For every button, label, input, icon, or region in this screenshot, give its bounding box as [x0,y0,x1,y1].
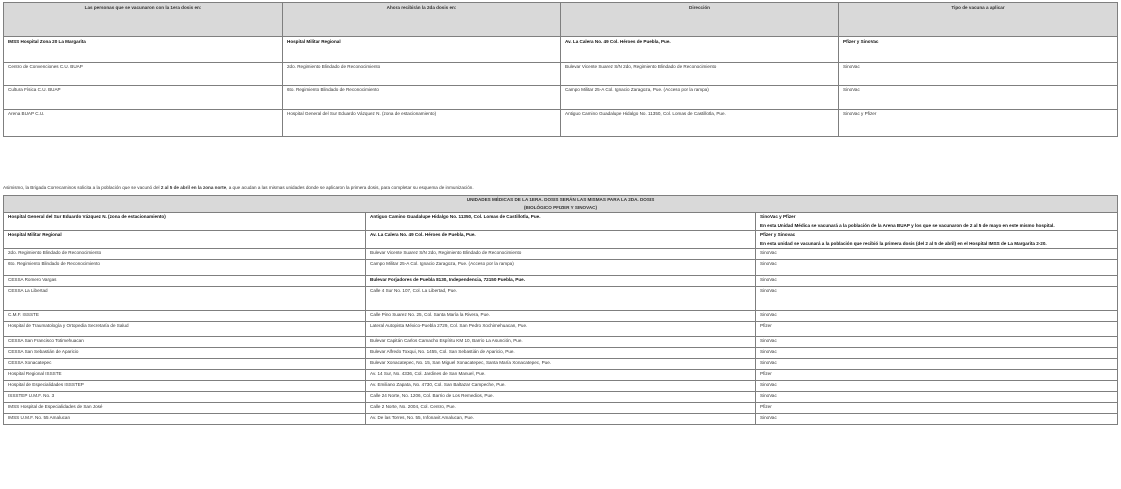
table-row [4,249,1118,260]
cell-address: Av. De las Torres, No. 55, Infonavit Amalucan, Pue. [366,414,756,425]
cell-first-dose: IMSS Hospital Zona 20 La Margarita [4,37,283,63]
notice-dates: 2 al 5 de abril en la zona norte [160,185,227,190]
cell-first-dose: Cultura Física C.U. BUAP [4,86,283,110]
table-row [4,403,1118,414]
cell-unit: IMSS U.M.F. No. 55 Amalucan [4,414,366,425]
cell-address: Bulevar Vicente Suarez S/N 2do, Regimiento Blindado de Reconocimiento [561,63,839,86]
cell-unit: Hospital Regional ISSSTE [4,370,366,381]
cell-vaccine: SinoVac [756,414,1118,425]
cell-vaccine: SinoVac [756,337,1118,348]
cell-address: Calle 4 Sur No. 107, Col. La Libertad, Pue. [366,287,756,311]
cell-vaccine [756,213,1118,231]
cell-address: Av. La Calera No. 49 Col. Héroes de Puebla, Pue. [561,37,839,63]
cell-vaccine: SinoVac [756,311,1118,322]
cell-unit: CESSA Romero Vargas [4,276,366,287]
table-row [4,276,1118,287]
cell-unit: 2do. Regimiento Blindado de Reconocimiento [4,249,366,260]
cell-unit: CESSA San Francisco Totimehuacan [4,337,366,348]
cell-unit: Hospital Militar Regional [4,231,366,249]
cell-vaccine: SinoVac [756,287,1118,311]
header-address: Dirección [561,3,839,37]
second-dose-locations-table [3,2,1118,137]
cell-address: Av. 14 Sur, No. 4336, Col. Jardines de San Manuel, Pue. [366,370,756,381]
cell-vaccine: Pfizer [756,370,1118,381]
cell-second-dose: Hospital General del Sur Eduardo Vázquez N. (zona de estacionamiento) [283,110,561,137]
cell-address: Antiguo Camino Guadalupe Hidalgo No. 11350, Col. Lomas de Castillotla, Pue. [561,110,839,137]
cell-vaccine: SinoVac [756,260,1118,276]
table-header-row [4,196,1118,213]
cell-vaccine [756,231,1118,249]
table-row [4,311,1118,322]
cell-address: Bulevar Xonacatepec, No. 15, San Miguel Xonacatepec, Santa María Xonacatepec, Pue. [366,359,756,370]
cell-address: Calle 24 Norte, No. 1206, Col. Barrio de Los Remedios, Pue. [366,392,756,403]
cell-unit: IMSS Hospital de Especialidades de San José [4,403,366,414]
cell-address: Campo Militar 25-A Col. Ignacio Zaragoza, Pue. (Acceso por la rampa) [561,86,839,110]
cell-vaccine: SinoVac y Pfizer [839,110,1118,137]
header-second-dose: Ahora recibirán la 2da dosis en: [283,3,561,37]
cell-address: Bulevar Capitán Carlos Camacho Espíritu KM 10, Barrio La Asunción, Pue. [366,337,756,348]
cell-address: Lateral Autopista México-Puebla 2729, Col. San Pedro Xochimehuacan, Pue. [366,322,756,337]
unit-note: En esta Unidad Médica se vacunará a la población de la Arena BUAP y los que se vacunaron de 2 al 5 de mayo en este mismo hospital. [760,223,1055,228]
table-row [4,414,1118,425]
cell-second-dose: 2do. Regimiento Blindado de Reconocimiento [283,63,561,86]
table-row [4,231,1118,249]
cell-address: Bulevar Forjadores de Puebla 8130, Independencia, 72150 Puebla, Pue. [366,276,756,287]
cell-unit: Hospital General del Sur Eduardo Vázquez N. (zona de estacionamiento) [4,213,366,231]
table-header-row [4,3,1118,37]
table-row [4,213,1118,231]
table-title [4,196,1118,213]
cell-first-dose: Arena BUAP C.U. [4,110,283,137]
vaccine-type: SinoVac y Pfizer [760,214,796,219]
cell-vaccine: SinoVac [756,348,1118,359]
cell-address: Av. La Calera No. 49 Col. Héroes de Puebla, Pue. [366,231,756,249]
notice-text-end: , a que acudan a las mismas unidades donde se aplicaron la primera dosis, para completar su esquema de inmunización. [226,185,474,190]
cell-address: Bulevar Vicente Suarez S/N 2do, Regimiento Blindado de Reconocimiento [366,249,756,260]
table-row [4,260,1118,276]
table-row [4,37,1118,63]
cell-unit: CESSA Xonacatepec [4,359,366,370]
table-row [4,359,1118,370]
table-row [4,392,1118,403]
header-vaccine-type: Tipo de vacuna a aplicar [839,3,1118,37]
table-row [4,287,1118,311]
cell-vaccine: SinoVac [839,63,1118,86]
cell-vaccine: SinoVac [756,249,1118,260]
cell-address: Antiguo Camino Guadalupe Hidalgo No. 11350, Col. Lomas de Castillotla, Pue. [366,213,756,231]
cell-vaccine: Pfizer y SinoVac [839,37,1118,63]
cell-unit: C.M.F. ISSSTE [4,311,366,322]
cell-address: Av. Emiliano Zapata, No. 4730, Col. San Baltazar Campeche, Pue. [366,381,756,392]
notice-paragraph [3,185,1117,191]
cell-unit: Hospital de Traumatología y Ortopedia Secretaría de Salud [4,322,366,337]
cell-unit: CESSA San Sebastián de Aparicio [4,348,366,359]
table-title-line: UNIDADES MÉDICAS DE LA 1ERA. DOSIS SERÁN LAS MISMAS PARA LA 2DA. DOSIS [466,197,655,202]
table-row [4,322,1118,337]
cell-unit: ISSSTEP U.M.F. No. 3 [4,392,366,403]
cell-vaccine: Pfizer [756,322,1118,337]
cell-address: Bulevar Alfredo Toxqui, No. 1455, Col. San Sebastián de Aparicio, Pue. [366,348,756,359]
cell-vaccine: SinoVac [756,381,1118,392]
table-row [4,370,1118,381]
cell-address: Campo Militar 25-A Col. Ignacio Zaragoza, Pue. (Acceso por la rampa) [366,260,756,276]
cell-second-dose: 6to. Regimiento Blindado de Reconocimiento [283,86,561,110]
cell-address: Calle 2 Norte, No. 2004, Col. Centro, Pue. [366,403,756,414]
cell-vaccine: SinoVac [839,86,1118,110]
table-row [4,348,1118,359]
cell-first-dose: Centro de Convenciones C.U. BUAP [4,63,283,86]
notice-text: Asimismo, la Brigada Correcaminos solicita a la población que se vacunó del [3,185,161,190]
cell-vaccine: SinoVac [756,359,1118,370]
header-first-dose: Las personas que se vacunaron con la 1era dosis en: [4,3,283,37]
table-row [4,110,1118,137]
table-row [4,337,1118,348]
cell-vaccine: Pfizer [756,403,1118,414]
table-row [4,86,1118,110]
same-units-table [3,195,1118,425]
cell-vaccine: SinoVac [756,392,1118,403]
table-subtitle-line: (BIOLÓGICO PFIZER Y SINOVAC) [524,205,597,210]
cell-second-dose: Hospital Militar Regional [283,37,561,63]
table-row [4,381,1118,392]
cell-unit: Hospital de Especialidades ISSSTEP [4,381,366,392]
vaccine-type: Pfizer y Sinovac [760,232,796,237]
cell-unit: CESSA La Libertad [4,287,366,311]
cell-unit: 6to. Regimiento Blindado de Reconocimiento [4,260,366,276]
table-row [4,63,1118,86]
unit-note: En esta unidad se vacunará a la población que recibió la primera dosis (del 2 al 5 de abril) en el Hospital IMSS de La Margarita 2-20. [760,241,1047,246]
cell-address: Calle Pino Suarez No. 25, Col. Santa María la Rivera, Pue. [366,311,756,322]
cell-vaccine: SinoVac [756,276,1118,287]
